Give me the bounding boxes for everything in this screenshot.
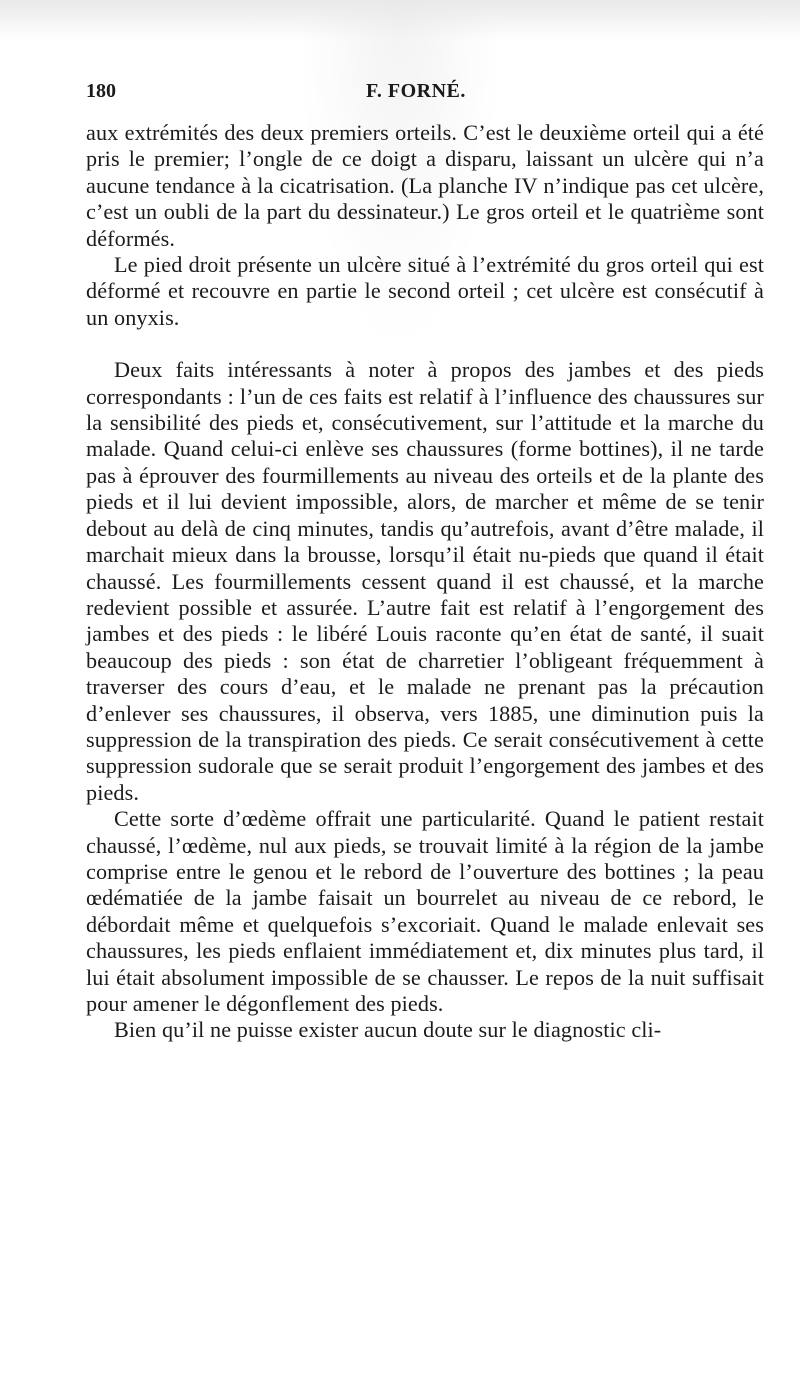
page-header	[86, 80, 764, 106]
paragraph-oedema: Cette sorte d’œdème offrait une particularité. Quand le patient restait chaussé, l’œdème, nul aux pieds, se trouvait limité à la région de la jambe comprise entre le genou et le rebord de l’ouverture des bottines ; la peau œdématiée de la jambe faisait un bourrelet au niveau de ce rebord, le débordait même et quelquefois s’excoriait. Quand le malade enlevait ses chaussures, les pieds enflaient immédiatement et, dix minutes plus tard, il lui était absolument impossible de se chausser. Le repos de la nuit suffisait pour amener le dégonflement des pieds.	[86, 806, 764, 1016]
paragraph-continued: aux extrémités des deux premiers orteils. C’est le deuxième orteil qui a été pris le premier; l’ongle de ce doigt a disparu, laissant un ulcère qui n’a aucune tendance à la cicatrisation. (La planche IV n’indique pas cet ulcère, c’est un oubli de la part du dessinateur.) Le gros orteil et le quatrième sont déformés.	[86, 120, 764, 251]
paragraph-diagnosis: Bien qu’il ne puisse exister aucun doute sur le diagnostic cli-	[114, 1017, 662, 1043]
paragraph-right-foot: Le pied droit présente un ulcère situé à l’extrémité du gros orteil qui est déformé et recouvre en partie le second orteil ; cet ulcère est consécutif à un onyxis.	[86, 252, 764, 330]
page-number: 180	[86, 80, 116, 102]
body-text	[86, 120, 764, 1044]
running-head: F. FORNÉ.	[366, 80, 466, 102]
paragraph-two-facts: Deux faits intéressants à noter à propos des jambes et des pieds correspondants : l’un de ces faits est relatif à l’influence des chaussures sur la sensibilité des pieds et, consécutivement, sur l’attitude et la marche du malade. Quand celui-ci enlève ses chaussures (forme bottines), il ne tarde pas à éprouver des fourmillements au niveau des orteils et de la plante des pieds et il lui devient impossible, alors, de marcher et même de se tenir debout au delà de cinq minutes, tandis qu’autrefois, avant d’être malade, il marchait mieux dans la brousse, lorsqu’il était nu-pieds que quand il était chaussé. Les fourmillements cessent quand il est chaussé, et la marche redevient possible et assurée. L’autre fait est relatif à l’engorgement des jambes et des pieds : le libéré Louis raconte qu’en état de santé, il suait beaucoup des pieds : son état de charretier l’obligeant fréquemment à traverser des cours d’eau, et le malade ne prenant pas la précaution d’enlever ses chaussures, il observa, vers 1885, une diminution puis la suppression de la transpiration des pieds. Ce serait consécutivement à cette suppression sudorale que se serait produit l’engorgement des jambes et des pieds.	[86, 357, 764, 805]
scan-edge-shadow	[0, 0, 800, 40]
